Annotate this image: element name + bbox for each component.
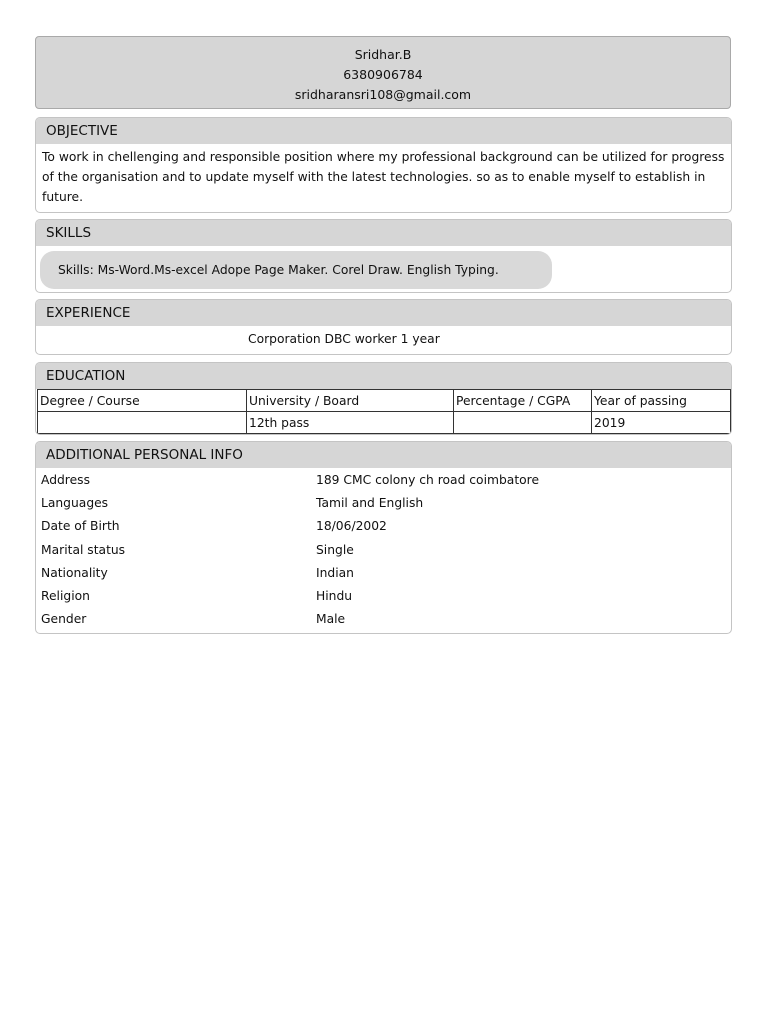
skills-title: SKILLS [36,220,731,246]
list-item [36,492,731,515]
education-section [35,362,732,435]
info-label: Religion [41,588,90,603]
candidate-email: sridharansri108@gmail.com [294,87,472,102]
info-label: Nationality [41,565,108,580]
info-value: Tamil and English [316,496,424,511]
info-label: Date of Birth [41,519,120,534]
objective-section [35,117,732,213]
list-item [36,515,731,538]
education-cell-percentage [454,412,592,434]
education-header-row [38,390,731,412]
education-cell-year: 2019 [592,412,731,434]
education-cell-degree [38,412,247,434]
skills-section [35,219,732,293]
personal-info-title: ADDITIONAL PERSONAL INFO [36,442,731,468]
objective-title: OBJECTIVE [36,118,731,144]
education-cell-board: 12th pass [247,412,454,434]
objective-text: To work in chellenging and responsible position where my professional background can be utilized for progress of the organisation and to update myself with the latest technologies. so as to enable myself to establish in future. [42,150,725,204]
header-box [35,36,731,109]
list-item [36,562,731,585]
education-header-cell: Year of passing [592,390,731,412]
education-title: EDUCATION [36,363,731,389]
personal-info-list [36,468,731,631]
experience-section [35,299,732,355]
info-label: Marital status [41,542,126,557]
education-header-cell: Degree / Course [38,390,247,412]
list-item [36,585,731,608]
education-table [37,389,731,434]
info-label: Address [41,473,90,487]
candidate-name: Sridhar.B [354,47,412,62]
info-value: Male [316,612,346,627]
education-header-cell: University / Board [247,390,454,412]
list-item [36,608,731,631]
info-value: Single [316,542,354,557]
education-header-cell: Percentage / CGPA [454,390,592,412]
experience-text: Corporation DBC worker 1 year [248,332,440,346]
list-item [36,469,731,492]
list-item [36,539,731,562]
info-value: 18/06/2002 [316,519,387,534]
candidate-phone: 6380906784 [343,67,423,82]
info-label: Languages [41,496,109,511]
experience-title: EXPERIENCE [36,300,731,326]
skills-pill: Skills: Ms-Word.Ms-excel Adope Page Maker. Corel Draw. English Typing. [40,251,552,289]
info-value: Indian [316,565,354,580]
info-label: Gender [41,612,87,627]
personal-info-section [35,441,732,634]
info-value: 189 CMC colony ch road coimbatore [316,473,540,487]
table-row [38,412,731,434]
info-value: Hindu [316,588,353,603]
